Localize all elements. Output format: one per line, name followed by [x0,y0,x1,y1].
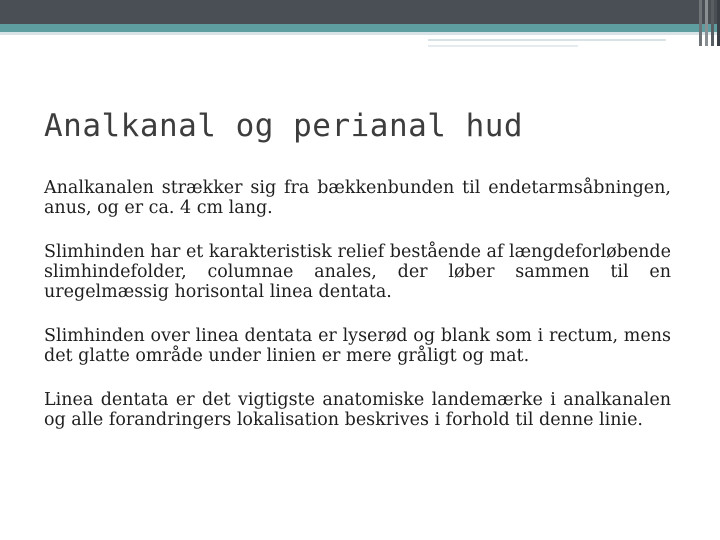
body-paragraph: Slimhinden over linea dentata er lyserød og blank som i rectum, mens det glatte område under linien er mere gråligt og mat. [44,326,671,366]
decorative-line [428,39,666,41]
corner-stripe [711,0,714,46]
body-paragraph: Linea dentata er det vigtigste anatomiske landemærke i analkanalen og alle forandringers lokalisation beskrives i forhold til denne linie. [44,390,671,430]
slide-title: Analkanal og perianal hud [44,108,524,144]
corner-stripe [705,0,708,46]
body-paragraph: Analkanalen strækker sig fra bækkenbunden til endetarmsåbningen, anus, og er ca. 4 cm lang. [44,178,671,218]
header-accent-bar [0,24,720,32]
slide-body [44,178,671,454]
header-dark-bar [0,0,720,24]
decorative-line [428,45,578,47]
corner-stripe [699,0,702,46]
body-paragraph: Slimhinden har et karakteristisk relief bestående af længdeforløbende slimhindefolder, columnae anales, der løber sammen til en uregelmæssig horisontal linea dentata. [44,242,671,302]
header-light-bar [0,32,720,35]
corner-decoration [694,0,720,46]
